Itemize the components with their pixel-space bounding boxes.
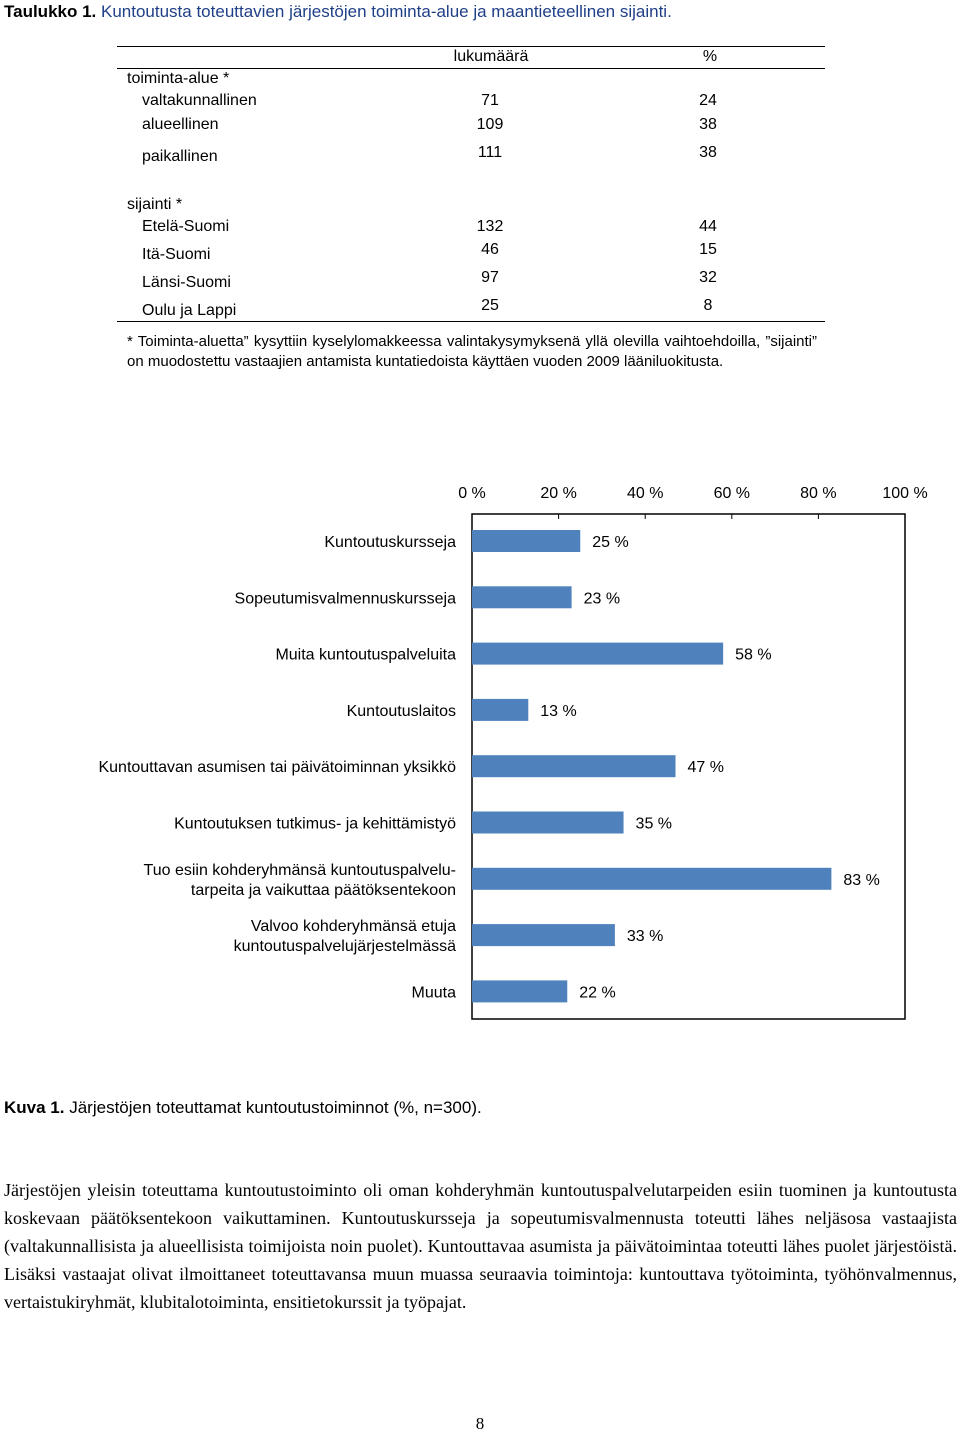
row-count: 25 bbox=[481, 297, 499, 314]
row-count: 109 bbox=[476, 116, 504, 133]
category-label: Kuntouttavan asumisen tai päivätoiminnan yksikkö bbox=[98, 759, 456, 777]
bar bbox=[472, 812, 624, 834]
column-header-percent: % bbox=[702, 48, 718, 65]
data-label: 35 % bbox=[635, 815, 673, 833]
column-header-count: lukumäärä bbox=[453, 48, 529, 65]
row-percent: 44 bbox=[699, 218, 717, 235]
row-count: 132 bbox=[476, 218, 504, 235]
category-label: Valvoo kohderyhmänsä etuja bbox=[250, 918, 456, 936]
x-tick-label: 0 % bbox=[458, 485, 486, 502]
row-label: Itä-Suomi bbox=[142, 246, 211, 263]
category-label: Sopeutumisvalmennuskursseja bbox=[234, 590, 456, 608]
data-label: 23 % bbox=[583, 590, 621, 608]
data-label: 25 % bbox=[592, 534, 629, 551]
group-heading: sijainti * bbox=[127, 196, 183, 213]
x-tick-label: 20 % bbox=[540, 485, 577, 502]
table-caption-label: Taulukko 1. bbox=[4, 2, 97, 21]
bar bbox=[472, 530, 580, 552]
row-count: 97 bbox=[481, 269, 499, 286]
bar bbox=[472, 980, 567, 1002]
bar-chart bbox=[0, 478, 960, 1038]
page-number: 8 bbox=[475, 1414, 485, 1433]
row-label: alueellinen bbox=[142, 116, 219, 133]
category-label: Muuta bbox=[411, 984, 456, 1002]
body-paragraph: Järjestöjen yleisin toteuttama kuntoutustoiminto oli oman kohderyhmän kuntoutuspalvelutarpeiden esiin tuominen ja kuntoutusta koskevaan päätöksentekoon vaikuttaminen. Kuntoutuskursseja ja sopeutumisvalmennusta toteutti lähes neljäsosa vastaajista (valtakunnallisista ja alueellisista toimijoista noin puolet). Kuntouttavaa asumista ja päivätoimintaa toteutti lähes puolet järjestöistä. Lisäksi vastaajat olivat ilmoittaneet toteuttavansa muun muassa seuraavia toimintoja: kuntouttava työtoiminta, työhönvalmennus, vertaistukiryhmät, klubitalotoiminta, ensitietokurssit ja työpajat. bbox=[4, 1180, 957, 1312]
data-label: 13 % bbox=[540, 702, 577, 720]
row-label: Oulu ja Lappi bbox=[142, 302, 237, 319]
row-label: paikallinen bbox=[142, 148, 218, 165]
bar bbox=[472, 924, 615, 946]
row-count: 111 bbox=[477, 144, 503, 161]
table-top-rule bbox=[117, 46, 825, 47]
bar bbox=[472, 868, 831, 890]
x-tick-label: 100 % bbox=[882, 485, 928, 502]
table-footnote: * Toiminta-aluetta” kysyttiin kyselylomakkeessa valintakysymyksenä yllä olevilla vaihtoehdoilla, ”sijainti” on muodostettu vastaajien antamista kuntatiedoista käyttäen vuoden 2009 lääniluokitusta. bbox=[127, 333, 817, 370]
bar bbox=[472, 643, 723, 665]
category-label: Kuntoutuskursseja bbox=[324, 534, 456, 551]
row-percent: 38 bbox=[699, 144, 717, 161]
figure-caption-label: Kuva 1. bbox=[4, 1098, 65, 1117]
category-label: tarpeita ja vaikuttaa päätöksentekoon bbox=[190, 881, 456, 899]
table-caption bbox=[4, 2, 672, 22]
row-percent: 15 bbox=[699, 241, 717, 258]
row-percent: 38 bbox=[699, 116, 717, 133]
row-label: valtakunnallinen bbox=[142, 92, 257, 109]
category-label: Kuntoutuslaitos bbox=[346, 702, 456, 720]
data-label: 58 % bbox=[735, 646, 772, 664]
category-label: Tuo esiin kohderyhmänsä kuntoutuspalvelu- bbox=[143, 861, 456, 879]
row-percent: 24 bbox=[699, 92, 717, 109]
data-label: 47 % bbox=[687, 759, 724, 777]
bar bbox=[472, 755, 676, 777]
bar bbox=[472, 699, 528, 721]
table-bottom-rule bbox=[117, 321, 825, 322]
x-tick-label: 80 % bbox=[800, 485, 837, 502]
group-heading: toiminta-alue * bbox=[127, 70, 230, 87]
figure-caption bbox=[4, 1098, 482, 1118]
data-label: 83 % bbox=[843, 871, 880, 889]
category-label: Muita kuntoutuspalveluita bbox=[275, 646, 456, 664]
chart-category-labels bbox=[98, 534, 456, 1001]
x-tick-label: 40 % bbox=[626, 485, 664, 502]
row-label: Länsi-Suomi bbox=[142, 274, 231, 291]
category-label: Kuntoutuksen tutkimus- ja kehittämistyö bbox=[174, 815, 456, 833]
x-tick-label: 60 % bbox=[713, 485, 751, 502]
row-count: 46 bbox=[481, 241, 499, 258]
row-percent: 8 bbox=[703, 297, 713, 314]
category-label: kuntoutuspalvelujärjestelmässä bbox=[233, 938, 456, 956]
row-label: Etelä-Suomi bbox=[142, 218, 230, 235]
data-label: 22 % bbox=[579, 984, 616, 1002]
row-percent: 32 bbox=[699, 269, 717, 286]
figure-caption-text: Järjestöjen toteuttamat kuntoutustoiminnot (%, n=300). bbox=[69, 1098, 482, 1117]
data-label: 33 % bbox=[626, 928, 664, 946]
table-caption-text: Kuntoutusta toteuttavien järjestöjen toiminta-alue ja maantieteellinen sijainti. bbox=[101, 2, 672, 21]
table-header-rule bbox=[117, 68, 825, 69]
row-count: 71 bbox=[481, 92, 499, 109]
bar bbox=[472, 586, 572, 608]
